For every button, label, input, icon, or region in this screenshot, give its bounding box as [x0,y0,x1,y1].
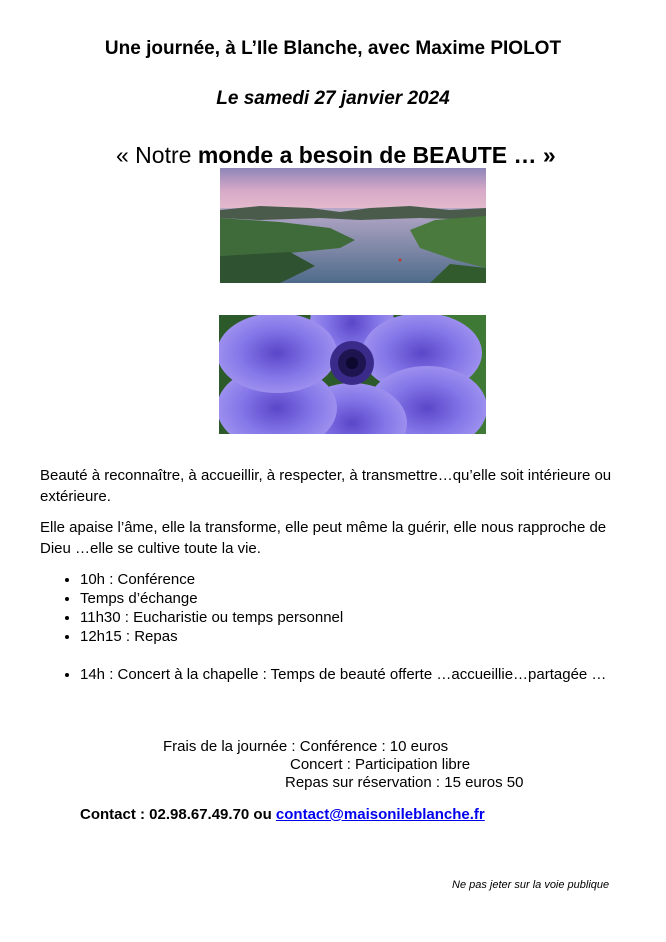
landscape-photo [220,168,486,283]
list-item: • 14h : Concert à la chapelle : Temps de beauté offerte …accueillie…partagée … [80,665,640,684]
schedule-list [40,570,640,646]
page-title: Une journée, à L’Ile Blanche, avec Maxime PIOLOT [104,38,562,59]
quote-bold: monde a besoin de BEAUTE … » [197,142,556,168]
schedule-list-extra [40,665,640,684]
paragraph-soul: Elle apaise l’âme, elle la transforme, elle peut même la guérir, elle nous rapproche de Dieu …elle se cultive toute la vie. [40,519,607,557]
flower-photo [219,315,486,434]
contact-label: Contact : 02.98.67.49.70 ou [80,806,276,823]
footer-note: Ne pas jeter sur la voie publique [452,879,610,891]
list-item: • 11h30 : Eucharistie ou temps personnel [80,608,640,627]
list-item: • 12h15 : Repas [80,627,640,646]
list-item: • Temps d’échange [80,589,640,608]
contact-line [80,806,485,823]
fees-line-3: Repas sur réservation : 15 euros 50 [285,774,524,791]
fees-line-2: Concert : Participation libre [290,756,471,773]
quote-open: « Notre [116,142,198,168]
contact-email-link[interactable]: contact@maisonileblanche.fr [275,806,485,823]
paragraph-beauty: Beauté à reconnaître, à accueillir, à respecter, à transmettre…qu’elle soit intérieure ou extérieure. [40,467,612,505]
fees-line-1: Frais de la journée : Conférence : 10 euros [163,738,449,755]
quote-heading [116,142,556,169]
event-date: Le samedi 27 janvier 2024 [216,88,450,109]
list-item: • 10h : Conférence [80,570,640,589]
